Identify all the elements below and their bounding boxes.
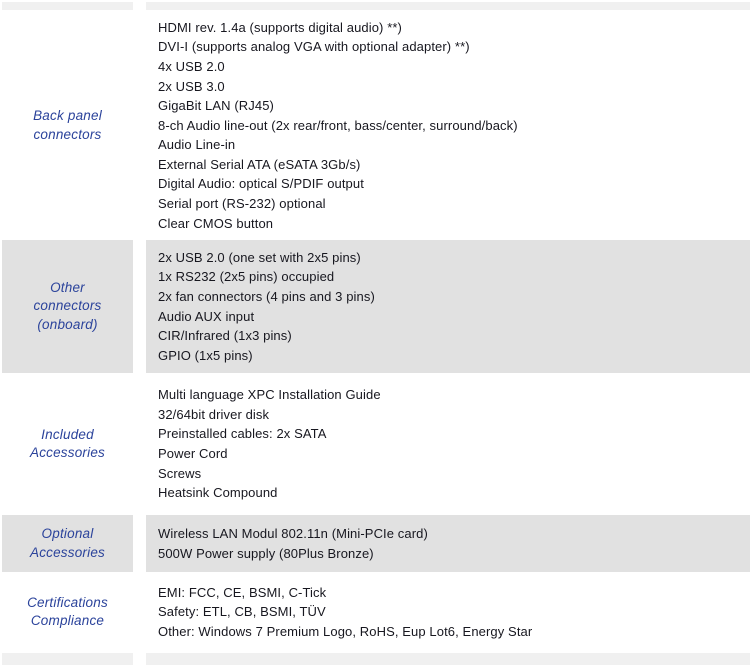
spec-row-label: Included Accessories: [30, 426, 105, 460]
spec-row-label: Back panel connectors: [33, 108, 102, 142]
spec-item: Digital Audio: optical S/PDIF output: [158, 176, 364, 192]
spec-item: Preinstalled cables: 2x SATA: [158, 426, 327, 442]
spec-table-row: [2, 572, 750, 652]
spec-item: GigaBit LAN (RJ45): [158, 98, 274, 114]
spec-item: Power Cord: [158, 446, 228, 461]
spec-row-label-cell: [2, 373, 133, 515]
spec-item: 2x USB 3.0: [158, 78, 225, 94]
spec-item: Clear CMOS button: [158, 215, 274, 231]
spec-item: GPIO (1x5 pins): [158, 347, 253, 363]
spec-row-label: Optional Accessories: [30, 526, 105, 560]
spec-item: Serial port (RS-232) optional: [158, 196, 326, 212]
cropped-row-top-left-cell: [2, 2, 133, 10]
spec-row-items-cell: [146, 11, 750, 240]
spec-table-row: [2, 240, 750, 373]
spec-item: Screws: [158, 465, 202, 481]
spec-sheet: [2, 0, 750, 665]
spec-row-items: [158, 248, 375, 366]
spec-item: EMI: FCC, CE, BSMI, C-Tick: [158, 584, 327, 600]
spec-item: 1x RS232 (2x5 pins) occupied: [158, 269, 335, 285]
spec-row-label: Other connectors (onboard): [33, 279, 102, 332]
spec-item: 2x fan connectors (4 pins and 3 pins): [158, 288, 375, 304]
spec-row-items: [158, 385, 381, 503]
spec-row-items: [158, 583, 532, 642]
spec-item: Wireless LAN Modul 802.11n (Mini-PCIe card): [158, 525, 428, 541]
spec-item: HDMI rev. 1.4a (supports digital audio) **): [158, 19, 402, 35]
column-gutter: [133, 373, 146, 515]
cropped-row-bottom-left-cell: [2, 653, 133, 665]
spec-table-row: [2, 373, 750, 515]
spec-item: 4x USB 2.0: [158, 58, 225, 74]
spec-row-items-cell: [146, 240, 750, 373]
spec-item: 8-ch Audio line-out (2x rear/front, bass/center, surround/back): [158, 117, 518, 133]
spec-item: External Serial ATA (eSATA 3Gb/s): [158, 156, 361, 172]
spec-row-label-cell: [2, 11, 133, 240]
spec-item: Audio Line-in: [158, 137, 236, 153]
spec-row-label-cell: [2, 515, 133, 572]
spec-item: 2x USB 2.0 (one set with 2x5 pins): [158, 249, 361, 265]
spec-item: 500W Power supply (80Plus Bronze): [158, 545, 374, 561]
column-gutter: [133, 2, 146, 10]
column-gutter: [133, 653, 146, 665]
spec-item: DVI-I (supports analog VGA with optional adapter) **): [158, 39, 470, 55]
cropped-row-top-right-cell: [146, 2, 750, 10]
column-gutter: [133, 11, 146, 240]
spec-row-items: [158, 18, 518, 234]
spec-row-items-cell: [146, 515, 750, 572]
column-gutter: [133, 240, 146, 373]
cropped-row-bottom: [2, 653, 750, 665]
spec-row-items: [158, 524, 428, 563]
spec-row-items-cell: [146, 373, 750, 515]
spec-item: 32/64bit driver disk: [158, 406, 270, 422]
spec-item: Heatsink Compound: [158, 485, 278, 501]
spec-item: Safety: ETL, CB, BSMI, TÜV: [158, 604, 326, 620]
spec-row-label: Certifications Compliance: [27, 594, 108, 628]
spec-item: Audio AUX input: [158, 308, 255, 324]
spec-table-row: [2, 515, 750, 572]
spec-table-row: [2, 11, 750, 240]
spec-row-items-cell: [146, 572, 750, 652]
column-gutter: [133, 572, 146, 652]
spec-item: Other: Windows 7 Premium Logo, RoHS, Eup Lot6, Energy Star: [158, 623, 533, 639]
spec-table: [2, 11, 750, 652]
column-gutter: [133, 515, 146, 572]
cropped-row-bottom-right-cell: [146, 653, 750, 665]
spec-item: CIR/Infrared (1x3 pins): [158, 328, 292, 344]
spec-row-label-cell: [2, 572, 133, 652]
spec-item: Multi language XPC Installation Guide: [158, 387, 381, 403]
spec-row-label-cell: [2, 240, 133, 373]
cropped-row-top: [2, 2, 750, 10]
